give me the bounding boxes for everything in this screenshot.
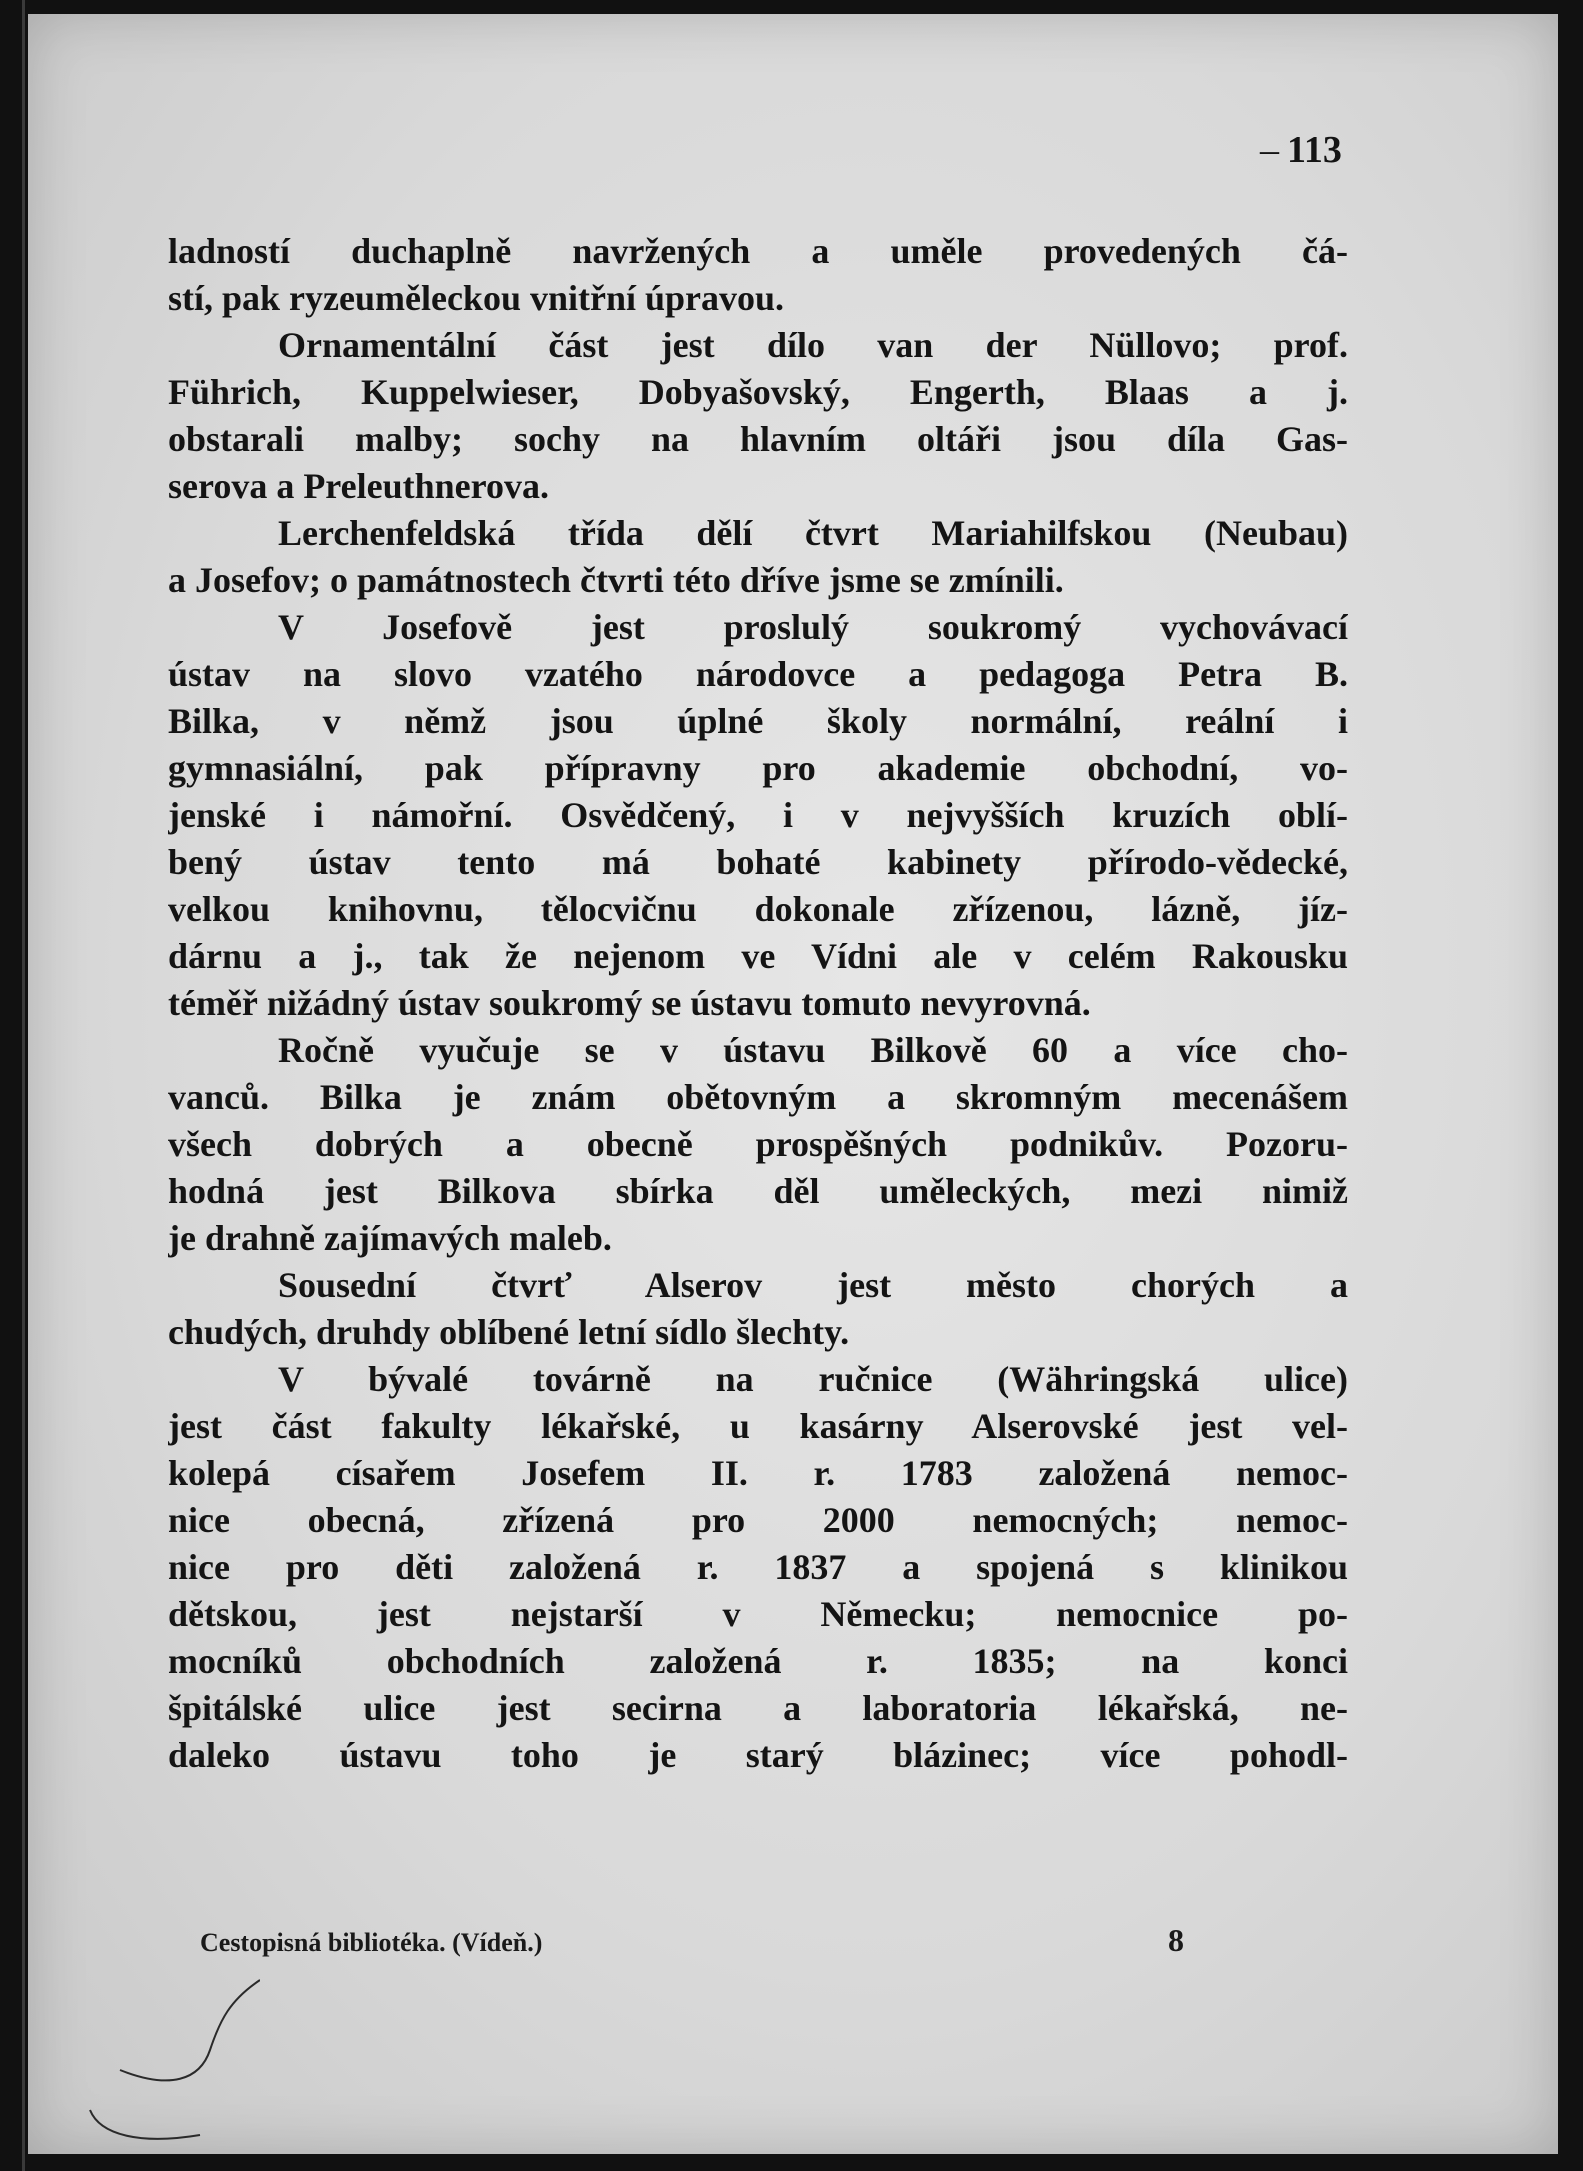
signature-mark: 8	[1168, 1922, 1184, 1958]
text-line: chudých, druhdy oblíbené letní sídlo šlechty.	[168, 1312, 850, 1352]
text-line: Sousední čtvrť Alserov jest město chorých a	[278, 1265, 1348, 1305]
text-line: Lerchenfeldská třída dělí čtvrt Mariahilfskou (Neubau)	[278, 513, 1348, 553]
text-line: hodná jest Bilkova sbírka děl uměleckých, mezi nimiž	[168, 1171, 1348, 1211]
text-line: Führich, Kuppelwieser, Dobyašovský, Engerth, Blaas a j.	[168, 372, 1348, 412]
text-line: V bývalé továrně na ručnice (Währingská ulice)	[278, 1359, 1348, 1399]
text-line: jest část fakulty lékařské, u kasárny Alserovské jest vel-	[168, 1406, 1348, 1446]
text-line: mocníků obchodních založená r. 1835; na konci	[168, 1641, 1348, 1681]
text-line: V Josefově jest proslulý soukromý vychovávací	[278, 607, 1348, 647]
text-line: je drahně zajímavých maleb.	[168, 1218, 612, 1258]
binding-edge	[22, 0, 25, 2171]
text-line: velkou knihovnu, tělocvičnu dokonale zřízenou, lázně, jíz-	[168, 889, 1348, 929]
page-number: – 113	[1260, 129, 1342, 171]
text-line: obstarali malby; sochy na hlavním oltáři jsou díla Gas-	[168, 419, 1348, 459]
footer-source: Cestopisná bibliotéka. (Vídeň.)	[200, 1928, 543, 1957]
text-line: vanců. Bilka je znám obětovným a skromným mecenášem	[168, 1077, 1348, 1117]
text-line: téměř nižádný ústav soukromý se ústavu tomuto nevyrovná.	[168, 983, 1091, 1023]
text-line: Ročně vyučuje se v ústavu Bilkově 60 a více cho-	[278, 1030, 1348, 1070]
text-line: a Josefov; o památnostech čtvrti této dříve jsme se zmínili.	[168, 560, 1064, 600]
text-line: gymnasiální, pak přípravny pro akademie obchodní, vo-	[168, 748, 1348, 788]
text-line: nice obecná, zřízená pro 2000 nemocných; nemoc-	[168, 1500, 1348, 1540]
text-line: bený ústav tento má bohaté kabinety přírodo-vědecké,	[168, 842, 1348, 882]
text-line: Bilka, v němž jsou úplné školy normální, reální i	[168, 701, 1348, 741]
text-line: dětskou, jest nejstarší v Německu; nemocnice po-	[168, 1594, 1348, 1634]
pencil-scribble	[60, 1960, 260, 2160]
text-line: kolepá císařem Josefem II. r. 1783 založená nemoc-	[168, 1453, 1348, 1493]
page-number-value: 113	[1287, 129, 1342, 171]
text-line: jenské i námořní. Osvědčený, i v nejvyšších kruzích oblí-	[168, 795, 1348, 835]
text-line: všech dobrých a obecně prospěšných podnikův. Pozoru-	[168, 1124, 1348, 1164]
text-line: serova a Preleuthnerova.	[168, 466, 549, 506]
text-line: Ornamentální část jest dílo van der Nüllovo; prof.	[278, 325, 1348, 365]
text-line: ústav na slovo vzatého národovce a pedagoga Petra B.	[168, 654, 1348, 694]
text-line: daleko ústavu toho je starý blázinec; více pohodl-	[168, 1735, 1348, 1775]
text-line: stí, pak ryzeuměleckou vnitřní úpravou.	[168, 278, 785, 318]
text-line: dárnu a j., tak že nejenom ve Vídni ale v celém Rakousku	[168, 936, 1348, 976]
text-line: nice pro děti založená r. 1837 a spojená s klinikou	[168, 1547, 1348, 1587]
text-line: ladností duchaplně navržených a uměle provedených čá-	[168, 231, 1348, 271]
text-line: špitálské ulice jest secirna a laboratoria lékařská, ne-	[168, 1688, 1348, 1728]
body-text	[168, 228, 1348, 1779]
